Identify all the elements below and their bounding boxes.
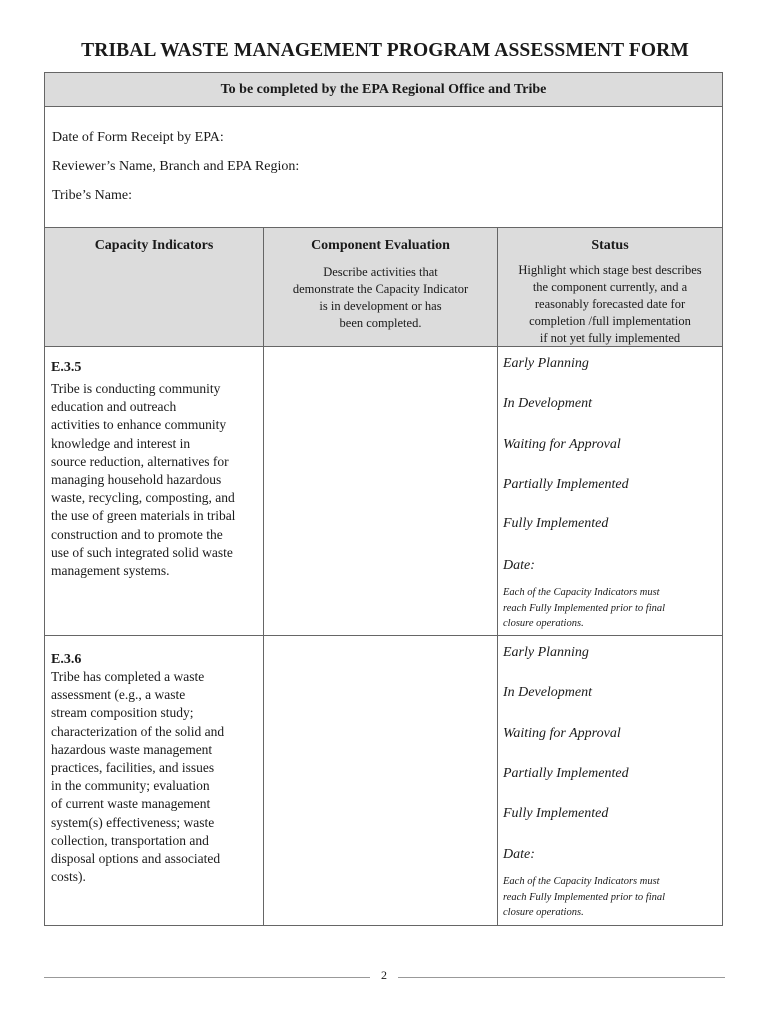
indicator-text-line: practices, facilities, and issues <box>51 760 215 776</box>
indicator-text-line: knowledge and interest in <box>51 435 191 451</box>
indicator-row <box>45 347 722 636</box>
note-line: Each of the Capacity Indicators must <box>503 587 660 598</box>
stage-partially-implemented[interactable]: Partially Implemented <box>503 766 629 781</box>
note-line: reach Fully Implemented prior to final <box>503 891 666 903</box>
indicator-text-line: hazardous waste management <box>51 741 213 757</box>
stage-in-development[interactable]: In Development <box>503 396 593 411</box>
indicator-text-line: waste, recycling, composting, and <box>51 490 235 506</box>
status-cell <box>498 636 722 925</box>
indicator-text-line: use of such integrated solid waste <box>51 544 233 560</box>
indicator-text-line: system(s) effectiveness; waste <box>51 814 215 830</box>
stage-fully-implemented[interactable]: Fully Implemented <box>503 516 609 531</box>
component-desc-line: Describe activities that <box>323 265 438 279</box>
note-line: reach Fully Implemented prior to final <box>503 602 666 614</box>
stage-partially-implemented[interactable]: Partially Implemented <box>503 477 629 492</box>
component-desc-line: been completed. <box>339 316 422 330</box>
section-band: To be completed by the EPA Regional Office and Tribe <box>45 73 722 107</box>
status-desc-line: completion /full implementation <box>529 314 691 328</box>
component-evaluation-cell[interactable] <box>264 636 498 925</box>
indicator-text-line: source reduction, alternatives for <box>51 453 229 469</box>
component-header-desc <box>264 264 497 332</box>
indicator-text-line: in the community; evaluation <box>51 778 210 794</box>
indicator-text-line: costs). <box>51 869 86 885</box>
component-header-title: Component Evaluation <box>311 238 450 253</box>
note-line: Each of the Capacity Indicators must <box>503 876 660 887</box>
component-header <box>264 228 498 346</box>
indicator-row <box>45 636 722 925</box>
indicator-text-line: construction and to promote the <box>51 526 223 542</box>
component-desc-line: demonstrate the Capacity Indicator <box>292 282 469 296</box>
form-title: TRIBAL WASTE MANAGEMENT PROGRAM ASSESSMENT FORM <box>81 40 689 61</box>
tribe-name-field: Tribe’s Name: <box>52 188 132 203</box>
assessment-table <box>44 72 723 926</box>
indicator-code: E.3.5 <box>51 360 82 375</box>
stage-early-planning[interactable]: Early Planning <box>503 356 589 371</box>
capacity-header-title: Capacity Indicators <box>94 238 214 253</box>
status-header <box>498 228 722 346</box>
stage-early-planning[interactable]: Early Planning <box>503 645 589 660</box>
capacity-header <box>45 228 264 346</box>
status-desc-line: if not yet fully implemented <box>539 331 681 345</box>
status-desc-line: reasonably forecasted date for <box>534 297 686 311</box>
indicator-text-line: assessment (e.g., a waste <box>51 687 186 703</box>
reviewer-field: Reviewer’s Name, Branch and EPA Region: <box>52 159 300 174</box>
capacity-cell <box>45 636 264 925</box>
indicator-text-line: stream composition study; <box>51 705 194 721</box>
note-line: closure operations. <box>503 618 584 629</box>
indicator-text <box>51 380 257 580</box>
capacity-cell <box>45 347 264 635</box>
status-desc-line: Highlight which stage best describes <box>518 263 702 277</box>
indicator-text-line: collection, transportation and <box>51 832 209 848</box>
indicator-text-line: Tribe has completed a waste <box>51 669 205 684</box>
status-desc-line: the component currently, and a <box>532 280 688 294</box>
footer-line-left <box>44 977 370 978</box>
component-desc-line: is in development or has <box>319 299 442 313</box>
status-header-title: Status <box>591 238 629 253</box>
date-received-field: Date of Form Receipt by EPA: <box>52 130 224 145</box>
indicator-text-line: education and outreach <box>51 399 177 415</box>
header-row <box>45 228 722 347</box>
note-line: closure operations. <box>503 907 584 918</box>
status-note <box>498 874 713 921</box>
stage-waiting-for-approval[interactable]: Waiting for Approval <box>503 726 621 741</box>
indicator-code: E.3.6 <box>51 652 82 667</box>
stage-in-development[interactable]: In Development <box>503 685 593 700</box>
stage-date[interactable]: Date: <box>503 847 535 862</box>
indicator-text <box>51 668 257 886</box>
indicator-text-line: activities to enhance community <box>51 417 227 433</box>
stage-date[interactable]: Date: <box>503 558 535 573</box>
stage-fully-implemented[interactable]: Fully Implemented <box>503 806 609 821</box>
page-number: 2 <box>381 968 387 982</box>
indicator-text-line: the use of green materials in tribal <box>51 508 236 524</box>
indicator-text-line: disposal options and associated <box>51 851 221 867</box>
indicator-text-line: of current waste management <box>51 796 211 812</box>
indicator-text-line: characterization of the solid and <box>51 723 225 739</box>
indicator-text-line: management systems. <box>51 563 170 579</box>
indicator-text-line: managing household hazardous <box>51 472 222 488</box>
stage-waiting-for-approval[interactable]: Waiting for Approval <box>503 437 621 452</box>
component-evaluation-cell[interactable] <box>264 347 498 635</box>
status-note <box>498 585 713 632</box>
info-section <box>45 123 722 228</box>
footer-line-right <box>398 977 725 978</box>
status-cell <box>498 347 722 635</box>
indicator-text-line: Tribe is conducting community <box>51 381 221 396</box>
status-header-desc <box>498 262 722 347</box>
